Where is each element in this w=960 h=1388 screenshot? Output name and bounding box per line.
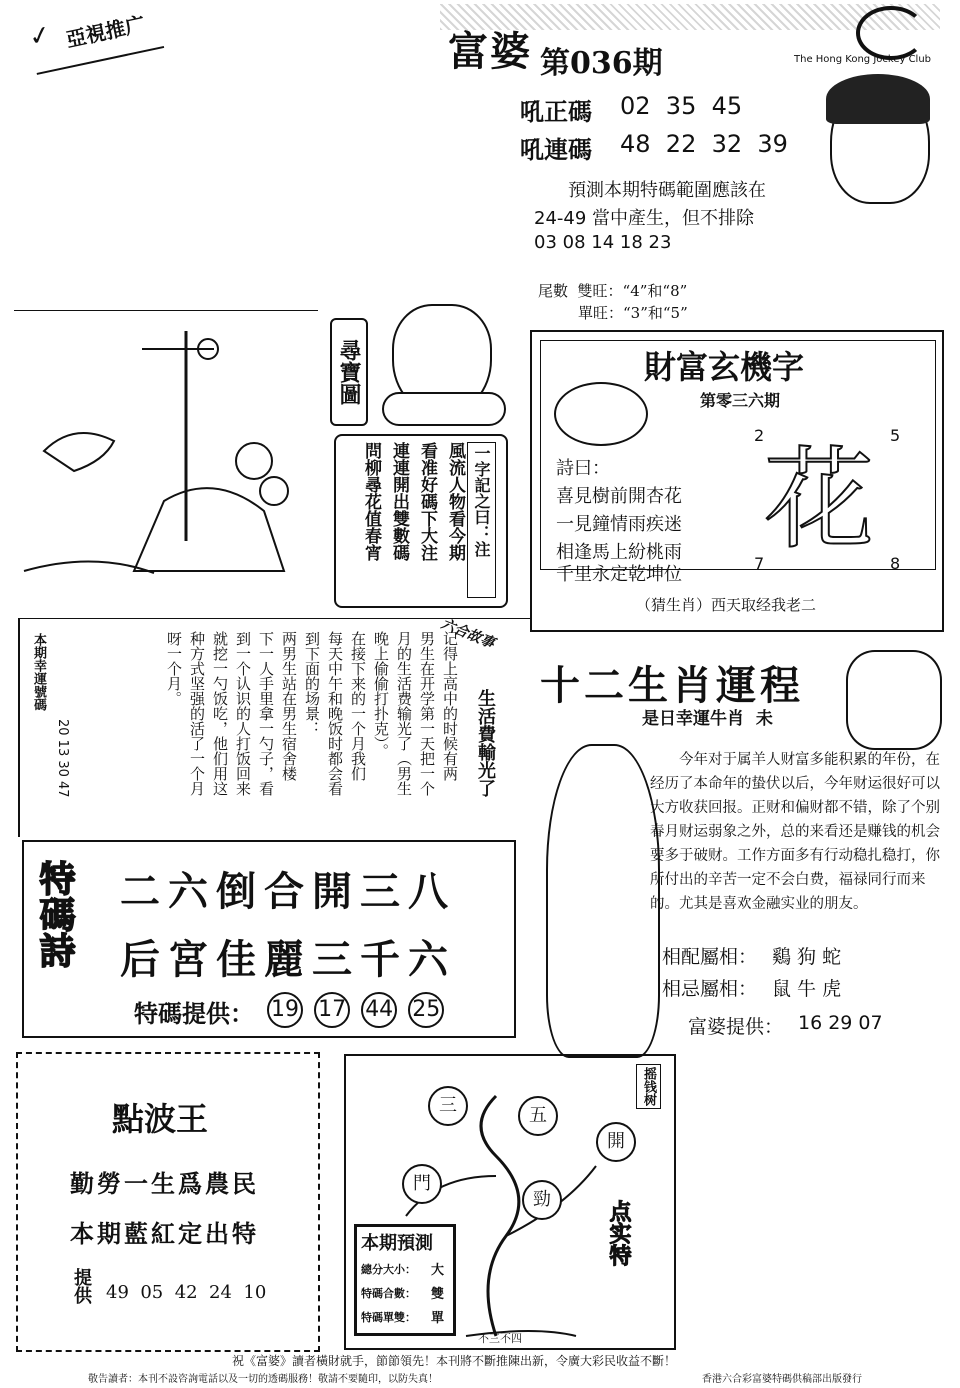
money-tree-tag: 摇钱树 (636, 1064, 661, 1109)
special-poem-line-2: 后宮佳麗三千六 (120, 936, 456, 983)
lucky-numbers: 20 13 30 47 (55, 719, 70, 798)
tail-line-1: 尾數 雙旺：“4”和“8” (538, 282, 688, 300)
special-ball-3: 44 (361, 992, 397, 1028)
prediction-row-3-value: 單 (431, 1311, 445, 1326)
cloud-decoration (382, 392, 506, 426)
zodiac-avoid-label: 相忌屬相： (662, 978, 758, 1000)
special-poem-panel (22, 840, 516, 1038)
story-col-7: 到下面的场景： (303, 631, 321, 736)
special-poem-line-1: 二六倒合開三八 (120, 868, 456, 915)
zodiac-match-values: 鷄 狗 蛇 (772, 946, 842, 968)
brand-title: 富婆 (448, 28, 532, 75)
treasure-map-drawing (14, 311, 318, 603)
story-col-11: 就挖一勺饭吃，他们用这 (211, 631, 229, 796)
link-numbers: 48 22 32 39 (620, 130, 788, 158)
prediction-row-1-value: 大 (431, 1263, 445, 1278)
fortune-big-char: 花 (764, 436, 874, 564)
story-panel (18, 618, 530, 837)
tree-ball-3: 開 (596, 1122, 636, 1162)
tree-ball-1: 三 (428, 1086, 468, 1126)
poem-scroll (334, 434, 508, 608)
fortune-poem-line-1: 喜見樹前開杏花 (556, 486, 682, 507)
special-poem-balls (264, 992, 447, 1028)
story-col-10: 到一个认识的人打饭回来 (234, 631, 252, 796)
fortune-footer: （猜生肖）西天取经我老二 (636, 596, 817, 614)
money-tree-side-text: 点实特 (606, 1200, 632, 1266)
zodiac-provide-values: 16 29 07 (798, 1012, 883, 1034)
story-col-13: 呀一个月。 (165, 631, 183, 706)
lucky-label: 本期幸運號碼 (31, 633, 46, 711)
special-ball-4: 25 (408, 992, 444, 1028)
story-col-4: 晚上偷偷打扑克）。 (372, 631, 390, 759)
story-col-8: 两男生站在男生宿舍楼 (280, 631, 298, 781)
story-col-1: 记得上高中的时候有两 (441, 631, 459, 781)
zodiac-provide-label: 富婆提供： (688, 1016, 784, 1038)
link-numbers-label: 吼連碼 (520, 135, 592, 164)
prediction-row-3-label: 特碼單雙： (361, 1311, 416, 1324)
fortune-corner-num-4: 8 (890, 554, 901, 573)
fist-icon (846, 650, 942, 750)
treasure-poem-line-2: 看准好碼下大注 (417, 442, 437, 561)
fortune-poem-line-2: 一見鐘情雨疾迷 (556, 514, 682, 535)
club-logo-icon (856, 6, 926, 60)
fortune-corner-num-3: 7 (754, 554, 765, 573)
fortune-panel (530, 330, 944, 632)
prediction-title: 本期預測 (361, 1233, 433, 1254)
story-col-6: 每天中午和晚饭时都会看 (326, 631, 344, 796)
wave-king-line-1: 勤勞一生爲農民 (70, 1169, 259, 1198)
fortune-poem-line-4: 千里永定乾坤位 (556, 564, 682, 585)
story-col-9: 下一人手里拿一勺子，看 (257, 631, 275, 796)
wave-king-panel (16, 1052, 320, 1352)
story-col-5: 在接下来的一个月我们 (349, 631, 367, 781)
fortune-issue: 第零三六期 (700, 391, 781, 410)
main-numbers: 02 35 45 (620, 92, 743, 120)
fortune-poem-line-3: 相逢馬上紛桃雨 (556, 542, 682, 563)
zodiac-title: 十二生肖運程 (540, 662, 804, 709)
zodiac-avoid-values: 鼠 牛 虎 (772, 978, 842, 1000)
club-name: The Hong Kong Jockey Club (794, 54, 932, 65)
stamp (26, 0, 164, 75)
story-col-2: 男生在开学第一天把一个 (418, 631, 436, 796)
tree-ball-4: 門 (402, 1164, 442, 1204)
stamp-mark: ✓ (26, 19, 54, 54)
wave-king-provide-label: 提供 (71, 1268, 92, 1304)
woman-illustration (546, 744, 660, 1058)
tree-ball-5: 勁 (522, 1180, 562, 1220)
one-char-title: 一字記之曰：注 (467, 442, 496, 598)
special-poem-provide-label: 特碼提供： (134, 1000, 254, 1028)
zodiac-match-label: 相配屬相： (662, 946, 758, 968)
prediction-row-1-label: 總分大小： (361, 1263, 416, 1276)
wave-king-title: 點波王 (112, 1100, 209, 1138)
fortune-corner-num-2: 5 (890, 426, 901, 445)
wave-king-line-2: 本期藍紅定出特 (70, 1219, 259, 1248)
story-title: 生活費輸光了 (475, 689, 496, 797)
tail-line-2: 單旺：“3”和“5” (578, 304, 688, 322)
money-tree-bottom-text: 不三不四 (478, 1332, 522, 1345)
prediction-box (354, 1224, 456, 1336)
prediction-row-2-label: 特碼合數： (361, 1287, 416, 1300)
issue-number: 第036期 (540, 46, 663, 81)
special-ball-1: 19 (267, 992, 303, 1028)
forecast-line-3: 03 08 14 18 23 (534, 232, 672, 253)
treasure-poem-line-3: 連連開出雙數碼 (389, 442, 409, 561)
wave-king-values: 49 05 42 24 10 (106, 1282, 267, 1303)
treasure-poem-line-1: 風流人物看今期 (445, 442, 465, 561)
prediction-row-2-value: 雙 (431, 1287, 445, 1302)
treasure-map-title: 尋寶圖 (330, 318, 368, 426)
fortune-title: 財富玄機字 (644, 348, 805, 386)
coins-icon (554, 382, 648, 446)
footer-line-2: 敬告讀者：本刊不設咨詢電話以及一切的透碼服務！敬請不要隨印，以防失真！ (88, 1374, 438, 1385)
story-tag: 六合故事 (438, 616, 497, 652)
treasure-map-panel (14, 310, 318, 603)
footer-line-3: 香港六合彩富婆特碼供稿部出版發行 (702, 1374, 862, 1385)
forecast-line-1: 預測本期特碼範圍應該在 (568, 180, 766, 201)
main-numbers-label: 吼正碼 (520, 97, 592, 126)
zodiac-paragraph: 今年对于属羊人财富多能积累的年份，在经历了本命年的蛰伏以后，今年财运很好可以大方收获回报。正财和偏财都不错，除了个别春月财运弱象之外，总的来看还是赚钱的机会要多于破财。工作方面多有行动稳扎稳打，你所付出的辛苦一定不会白费，福禄同行而来的。尤其是喜欢金融实业的朋友。 (650, 752, 940, 912)
stamp-text: 亞視推广 (63, 11, 148, 52)
tree-ball-2: 五 (518, 1096, 558, 1136)
footer-line-1: 祝《富婆》讀者橫財就手，節節領先！本刊將不斷推陳出新，令廣大彩民收益不斷！ (232, 1354, 677, 1368)
fortune-poem-label: 詩曰： (556, 458, 610, 479)
forecast-line-2: 24-49 當中產生，但不排除 (534, 208, 755, 229)
special-poem-side-title: 特碼詩 (34, 860, 76, 968)
story-col-12: 种方式坚强的活了一个月 (188, 631, 206, 796)
money-tree-panel (344, 1054, 676, 1350)
fortune-corner-num-1: 2 (754, 426, 765, 445)
story-col-3: 月的生活费输光了（男生 (395, 631, 413, 796)
treasure-poem-line-4: 問柳尋花值春宵 (361, 442, 381, 561)
zodiac-subtitle: 是日幸運牛肖 未 (642, 709, 773, 729)
special-ball-2: 17 (314, 992, 350, 1028)
woman-portrait-hair (826, 74, 930, 124)
